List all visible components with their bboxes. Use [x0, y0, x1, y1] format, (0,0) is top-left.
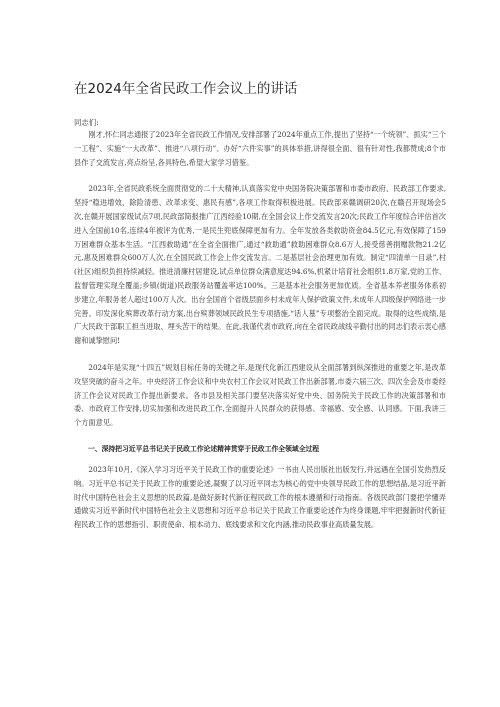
paragraph-2: 2023年,全省民政系统全面贯彻党的二十大精神,认真落实党中央国务院决策部署和市委市政府、民政部工作要求,坚持“稳进增效、除险清患、改革求变、惠民有感”,各项工作取得积极进展。民政部来赣调研20次,在赣召开现场会5次,在赣开展国家级试点7项,民政部简报推广江西经验10期,在全国会议上作交流发言20次;民政工作年度综合评估首次进入全国前10名,连续4年被评为优秀,一是民生兜底保障更加有力。全年发放各类救助资金84.5亿元,有效保障了159万困难群众基本生活。“江西救助通”在全省全面推广,通过“救助通”救助困难群众8.6万人,接受慈善捐赠款物21.2亿元,惠及困难群众600万人次,在全国民政工作会上作交流发言。二是基层社会治理更加有效。制定“四清单一目录”,村(社区)组织负担持续减轻。推进清廉村居建设,试点单位群众满意度达94.6%,机紧计培育社会组织1.8万家,党的工作、监督管理实现全覆盖;乡镇(街道)民政服务站覆盖率达100%。三是基本社会服务更加优质。全省基本养老服务体系初步建立,年服务老人超过100万人次。出台全国首个省级层面乡村未成年人保护政策文件,未成年人四级保护网络进一步完善。印发深化殡葬改革行动方案,出台殡葬领域民政民生专项措施,“话人墓”专项整治全面完成。取得的这些成绩,是广大民政干部职工担当进取、埋头苦干的结果。在此,我谨代表市政府,向在全省民政战线辛勤付出的同志们表示衷心感谢和诚挚慰问! [74, 184, 446, 346]
paragraph-4: 2023年10月,《深入学习习近平关于民政工作的重要论述》一书由人民出版社出版发行,并远遇在全国引发热烈反响。习近平总书记关于民政工作的重要论述,凝聚了以习近平同志为核心的党中央领导民政工作的思想结晶,是习近平新时代中国特色社会主义思想的民政篇,是做好新时代新征程民政工作的根本遵循和行动指南。各级民政部门要把学懂弄通做实习近平新时代中国特色社会主义思想和习近平总书记关于民政工作重要论述作为终身课题,牢牢把握新时代新征程民政工作的思想指引、职责使命、根本动力、底线要求和文化内涵,推动民政事业高质量发展。 [74, 464, 446, 530]
paragraph-1: 刚才,怀仁同志通报了2023年全省民政工作情况,安排部署了2024年重点工作,提出了坚持“一个统领”、抓实“三个一工程”、实施“一大改革”、推进“八项行动”、办好“六件实事”的具体举措,讲得很全面、很有针对性,我都赞成;8个市县作了交流发言,亮点纷呈,各具特色,希望大家学习借鉴。 [74, 130, 446, 167]
paragraph-3: 2024年是实现“十四五”规划目标任务的关键之年,是现代化新江西建设从全面部署到纵深推进的重要之年,是改革攻坚突破的奋斗之年。中央经济工作会议和中央农村工作会议对民政工作出新部署,市委六届三次、四次全会及市委经济工作会议对民政工作提出新要求。各市县及相关部门要坚决落实好党中央、国务院关于民政工作的决策部署和市委、市政府工作安排,切实加强和改进民政工作,全面提升人民群众的获得感、幸福感、安全感、认同感。下面,我讲三个方面意见。 [74, 362, 446, 428]
salutation: 同志们: [74, 118, 99, 127]
document-body [74, 128, 446, 545]
document-title: 在2024年全省民政工作会议上的讲话 [74, 81, 298, 97]
section-heading: 一、深持把习近平总书记关于民政工作论述精神贯穿于民政工作全领域全过程 [88, 444, 320, 453]
